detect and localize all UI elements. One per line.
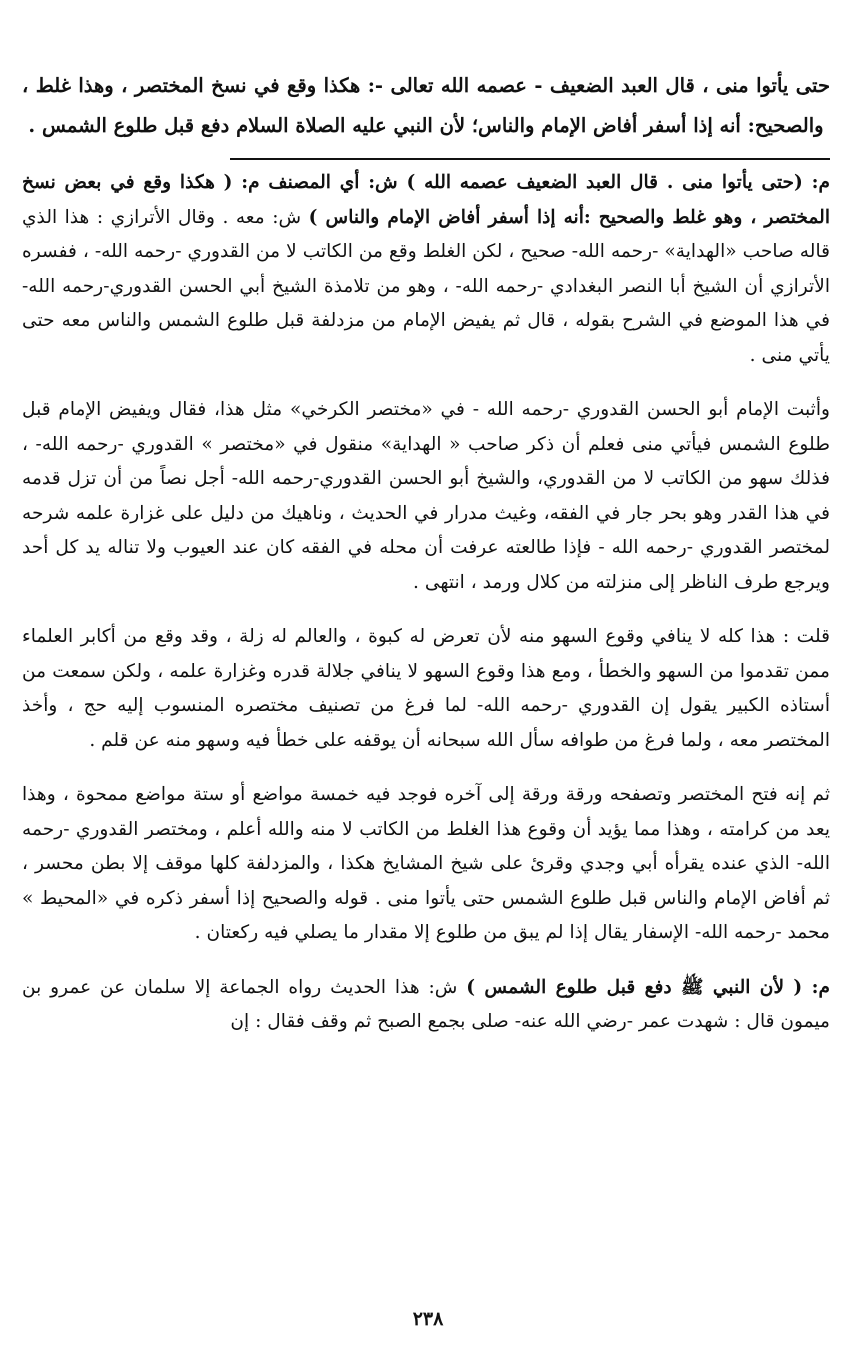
separator-line	[230, 158, 830, 160]
commentary-paragraph-5	[22, 971, 830, 1040]
commentary-quote: م: ( لأن النبي ﷺ دفع قبل طلوع الشمس )	[466, 976, 830, 998]
page-number: ٢٣٨	[412, 1308, 444, 1330]
main-text: حتى يأتوا منى ، قال العبد الضعيف - عصمه الله تعالى -: هكذا وقع في نسخ المختصر ، وهذا غلط ، والصحيح: أنه إذا أسفر أفاض الإمام والناس؛ لأن النبي عليه الصلاة السلام دفع قبل طلوع الشمس .	[22, 74, 830, 137]
commentary-paragraph-3: قلت : هذا كله لا ينافي وقوع السهو منه لأن تعرض له كبوة ، والعالم له زلة ، وقد وقع من أكابر العلماء ممن تقدموا من السهو والخطأ ، ومع هذا وقوع السهو لا ينافي جلالة قدره وغزارة علمه ، ولكن سمعت من أستاذه الكبير يقول إن القدوري -رحمه الله- لما فرغ من تصنيف مختصره المنسوب إليه حج ، وأخذ المختصر معه ، ولما فرغ من طوافه سأل الله سبحانه أن يوقفه على خطأ فيه وسهو منه عن قلم .	[22, 626, 830, 751]
commentary-paragraph-1	[22, 166, 830, 373]
commentary-quote: م: (حتى يأتوا منى . قال العبد الضعيف عصمه الله ) ش: أي المصنف م: ( هكذا وقع في بعض نسخ المختصر ، وهو غلط والصحيح :أنه إذا أسفر أفاض الإمام والناس )	[22, 172, 830, 228]
commentary-text: ش: هذا الحديث رواه الجماعة إلا سلمان عن عمرو بن ميمون قال : شهدت عمر -رضي الله عنه- صلى بجمع الصبح ثم وقف فقال : إن	[22, 976, 830, 1032]
commentary-paragraph-2: وأثبت الإمام أبو الحسن القدوري -رحمه الله - في «مختصر الكرخي» مثل هذا، فقال ويفيض الإمام قبل طلوع الشمس فيأتي منى فعلم أن ذكر صاحب « الهداية» منقول في «مختصر » القدوري -رحمه الله- ، فذلك سهو من الكاتب لا من القدوري، والشيخ أبو الحسن القدوري-رحمه الله- أجل نصاً من أن تزل قدمه في هذا القدر وهو بحر جار في الفقه، وغيث مدرار في الحديث ، وناهيك من دليل على غزارة علمه شرحه لمختصر القدوري -رحمه الله - فإذا طالعته عرفت أن محله في الفقه كان عند العيوب ولا تناله يد كل أحد ويرجع طرف الناظر إلى منزلته من كلال ورمد ، انتهى .	[22, 399, 830, 593]
commentary-paragraph-4: ثم إنه فتح المختصر وتصفحه ورقة ورقة إلى آخره فوجد فيه خمسة مواضع أو ستة مواضع ممحوة ، وهذا يعد من كرامته ، وهذا مما يؤيد أن وقوع هذا الغلط من الكاتب لا منه والله أعلم ، ومختصر القدوري -رحمه الله- الذي عنده يقرأه أبي وجدي وقرئ على شيخ المشايخ هكذا ، والمزدلفة كلها موقف إلا بطن محسر ، ثم أفاض الإمام والناس قبل طلوع الشمس حتى يأتوا منى . قوله والصحيح إذا أسفر ذكره في «المحيط » محمد -رحمه الله- الإسفار يقال إذا لم يبق من طلوع إلا مقدار ما يصلي فيه ركعتان .	[22, 784, 830, 943]
commentary-text: ش: معه . وقال الأترازي : هذا الذي قاله صاحب «الهداية» -رحمه الله- صحيح ، لكن الغلط وقع من الكاتب لا من القدوري -رحمه الله- ، ففسره الأترازي أن الشيخ أبا النصر البغدادي -رحمه الله- ، وهو من تلامذة الشيخ أبي الحسن القدوري-رحمه الله- في هذا الموضع في الشرح بقوله ، قال ثم يفيض الإمام من مزدلفة قبل طلوع الشمس والناس معه حتى يأتي منى .	[22, 206, 830, 366]
book-page	[22, 66, 830, 1356]
